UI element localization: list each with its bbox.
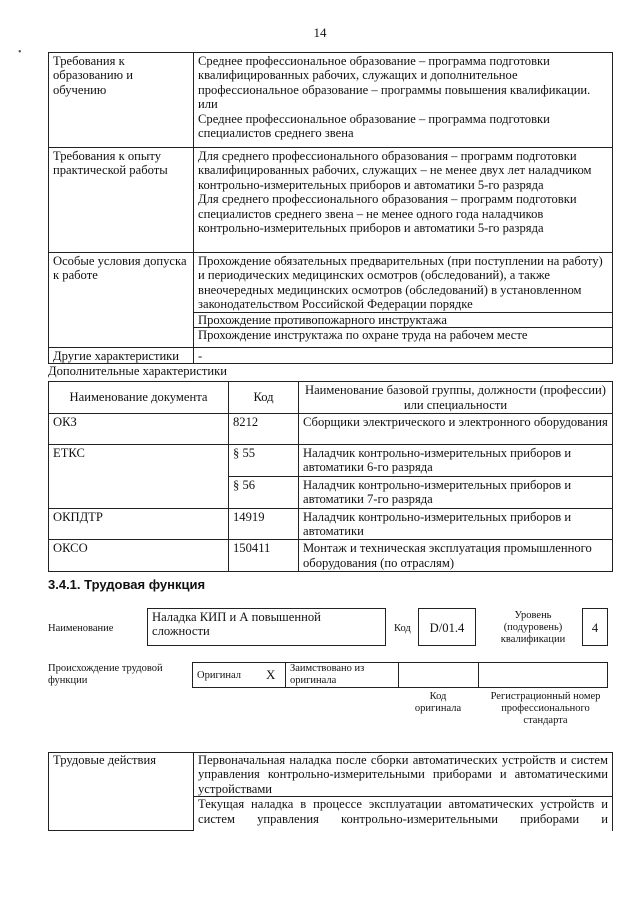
table-header-row [49,382,613,414]
actions-label: Трудовые действия [49,753,194,831]
origin-divider-2 [398,662,399,688]
col-header-code: Код [229,382,299,414]
origin-divider-1 [285,662,286,688]
function-code-box: D/01.4 [418,608,476,646]
name-label: Наименование [48,623,114,634]
table-row [49,253,613,348]
other-label: Другие характеристики [49,348,194,364]
cell-name: Монтаж и техническая эксплуатация промышленного оборудования (по отраслям) [299,540,613,572]
table-row [49,540,613,572]
origin-label: Происхождение трудовой функции [48,663,163,686]
original-mark: X [266,667,276,682]
additional-title: Дополнительные характеристики [48,364,227,378]
admission-label: Особые условия допуска к работе [49,253,194,348]
origin-divider-3 [478,662,479,688]
cell-doc: ОКПДТР [49,508,229,540]
level-box: 4 [582,608,608,646]
cell-code: § 55 [229,445,299,477]
cell-code: 150411 [229,540,299,572]
table-row [49,445,613,477]
original-label: Оригинал [197,670,241,681]
cell-code: § 56 [229,476,299,508]
cell-name: Наладчик контрольно-измерительных приборов и автоматики 7-го разряда [299,476,613,508]
admission-value: Прохождение обязательных предварительных (при поступлении на работу) и периодических медицинских осмотров (обследований), а также внеочередных медицинских осмотров (обследований) в установленном законодательством Российской Федерации порядке Прохождение противопожарного инструктажа Прохождение инструктажа по охране труда на рабочем месте [194,253,613,348]
level-label: Уровень (подуровень) квалификации [500,610,566,645]
registration-label: Регистрационный номер профессионального стандарта [490,691,601,726]
code-label: Код [394,623,411,634]
experience-value: Для среднего профессионального образования – программ подготовки квалифицированных рабочих, служащих – не менее двух лет наладчиком контрольно-измерительных приборов и автоматики 5-го разряда Для среднего профессионального образования – программ подготовки специалистов среднего звена – не менее одного года наладчиков контрольно-измерительных приборов и автоматики 5-го разряда [194,148,613,253]
cell-name: Сборщики электрического и электронного оборудования [299,414,613,445]
function-name-box: Наладка КИП и А повышенной сложности [147,608,386,646]
other-value: - [194,348,613,364]
cell-doc: ОКСО [49,540,229,572]
col-header-name: Наименование базовой группы, должности (профессии) или специальности [299,382,613,414]
section-heading: 3.4.1. Трудовая функция [48,577,206,592]
cell-code: 14919 [229,508,299,540]
table-row [49,508,613,540]
actions-table [48,752,613,831]
table-row [49,414,613,445]
requirements-table [48,52,613,364]
margin-mark: • [18,47,22,58]
col-header-doc: Наименование документа [49,382,229,414]
cell-doc: ОКЗ [49,414,229,445]
action-item: Первоначальная наладка после сборки автоматических устройств и систем управления контрольно-измерительными приборами и автоматическими устройствами [194,753,613,797]
table-row [49,148,613,253]
cell-name: Наладчик контрольно-измерительных приборов и автоматики [299,508,613,540]
origin-boxes [192,662,608,688]
code-original-label: Код оригинала [414,691,462,714]
table-row [49,53,613,148]
action-item: Текущая наладка в процессе эксплуатации автоматических устройств и систем управления контрольно-измерительными приборами и [194,797,613,831]
cell-doc: ЕТКС [49,445,229,509]
borrowed-label: Заимствовано из оригинала [290,663,365,686]
additional-table [48,381,613,572]
experience-label: Требования к опыту практической работы [49,148,194,253]
page-number: 14 [313,25,327,40]
cell-code: 8212 [229,414,299,445]
education-value: Среднее профессиональное образование – программа подготовки квалифицированных рабочих, служащих и дополнительное профессиональное образование – программы повышения квалификации. или Среднее профессиональное образование – программа подготовки специалистов среднего звена [194,53,613,148]
cell-name: Наладчик контрольно-измерительных приборов и автоматики 6-го разряда [299,445,613,477]
table-row [49,348,613,364]
education-label: Требования к образованию и обучению [49,53,194,148]
table-row [49,753,613,797]
